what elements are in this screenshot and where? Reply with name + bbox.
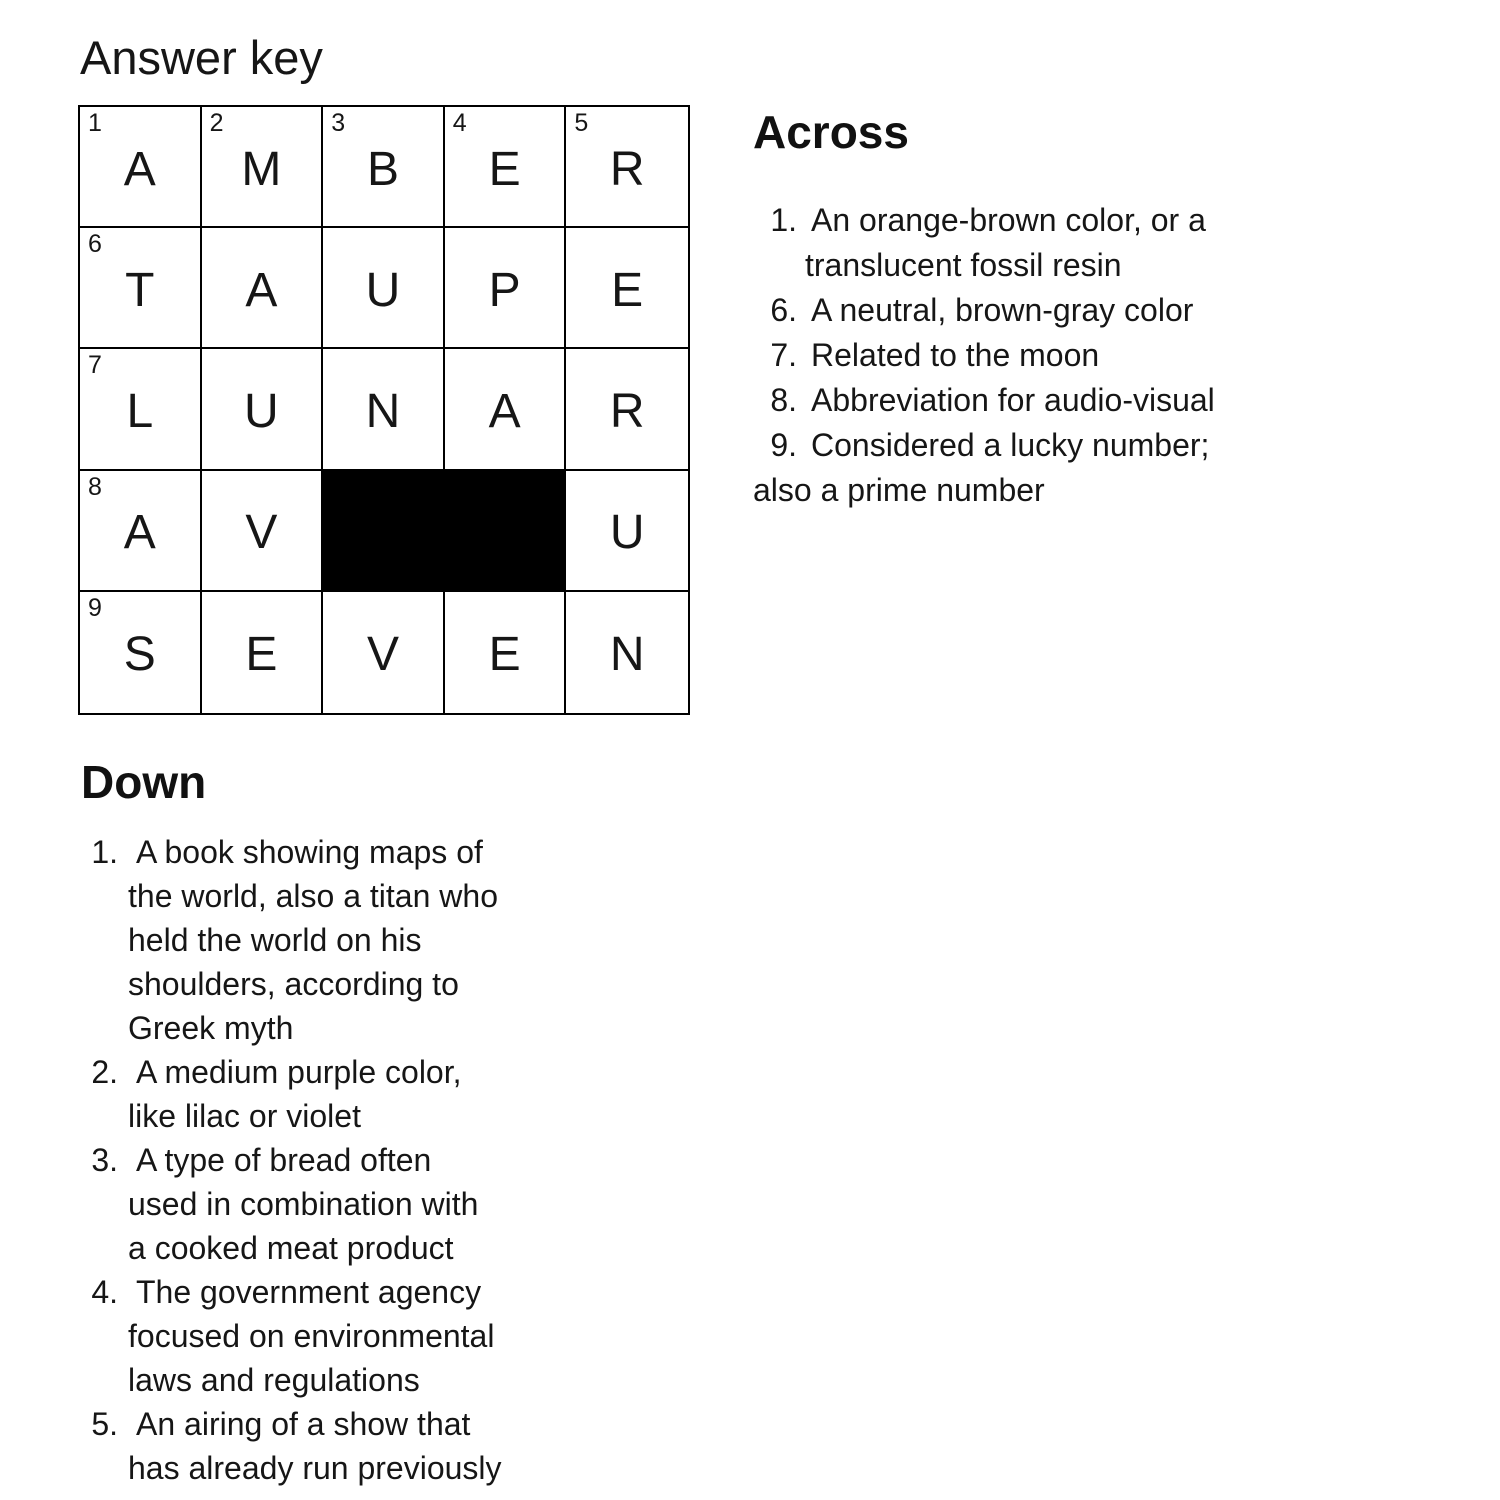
grid-cell-letter: R	[609, 384, 645, 438]
across-section	[753, 105, 1453, 513]
clue-text: Related to the moon	[811, 337, 1100, 373]
grid-cell-letter: E	[611, 263, 644, 317]
across-clue-item	[753, 333, 1250, 378]
down-clue-item	[81, 1270, 526, 1402]
grid-cell	[566, 471, 688, 592]
across-clue-item	[753, 288, 1250, 333]
grid-cell	[202, 228, 324, 349]
clue-number: 1.	[91, 834, 118, 870]
grid-cell-letter: A	[123, 142, 156, 196]
grid-cell	[323, 107, 445, 228]
down-section	[81, 755, 601, 1490]
clue-number: 6.	[770, 292, 797, 328]
down-clue-item	[81, 1402, 526, 1490]
clue-text: An airing of a show that has already run previously	[128, 1406, 502, 1486]
clue-number: 1.	[770, 202, 797, 238]
grid-cell-letter: B	[366, 142, 399, 196]
grid-cell	[566, 592, 688, 713]
grid-cell	[445, 228, 567, 349]
grid-cell-letter: P	[488, 263, 521, 317]
down-clue-item	[81, 830, 526, 1050]
across-clue-item	[753, 198, 1250, 288]
grid-cell	[566, 107, 688, 228]
grid-cell-letter: N	[365, 384, 401, 438]
across-clue-9-continuation: also a prime number	[753, 472, 1045, 508]
grid-cell	[445, 592, 567, 713]
grid-cell-letter: S	[123, 628, 156, 682]
grid-cell	[202, 592, 324, 713]
grid-cell-letter: A	[245, 263, 278, 317]
grid-block-cell	[445, 471, 567, 592]
across-heading: Across	[753, 106, 909, 158]
grid-cell	[323, 592, 445, 713]
clue-number: 2.	[91, 1054, 118, 1090]
grid-cell-letter: T	[125, 263, 155, 317]
clue-number: 3.	[91, 1142, 118, 1178]
clue-text: A neutral, brown-gray color	[811, 292, 1194, 328]
across-clue-item	[753, 423, 1250, 468]
across-clue-list	[753, 198, 1453, 468]
grid-cell-number: 1	[88, 109, 102, 137]
grid-cell	[202, 349, 324, 470]
grid-cell-letter: U	[365, 263, 401, 317]
clue-text: Considered a lucky number;	[811, 427, 1210, 463]
grid-cell	[445, 349, 567, 470]
page-title: Answer key	[80, 31, 323, 84]
clue-text: A type of bread often used in combination with a cooked meat product	[128, 1142, 479, 1266]
down-clue-item	[81, 1050, 508, 1138]
grid-cell	[80, 471, 202, 592]
grid-cell	[202, 471, 324, 592]
grid-cell	[202, 107, 324, 228]
grid-cell-number: 3	[331, 109, 346, 137]
grid-cell	[80, 228, 202, 349]
grid-cell-number: 8	[88, 472, 102, 501]
grid-cell-letter: V	[366, 628, 399, 682]
clue-number: 9.	[770, 427, 797, 463]
down-heading: Down	[81, 756, 207, 808]
clue-text: Abbreviation for audio-visual	[811, 382, 1215, 418]
grid-cell-number: 2	[209, 109, 224, 137]
clue-text: The government agency focused on environmental laws and regulations	[128, 1274, 495, 1398]
grid-cell-letter: V	[245, 506, 278, 560]
grid-cell-letter: N	[609, 628, 645, 682]
grid-cell-letter: R	[609, 142, 645, 196]
grid-cell-number: 9	[88, 593, 102, 622]
grid-cell	[445, 107, 567, 228]
clue-number: 7.	[770, 337, 797, 373]
grid-cell-letter: L	[126, 384, 154, 438]
grid-block-cell	[323, 471, 445, 592]
down-clue-item	[81, 1138, 502, 1270]
grid-cell	[323, 228, 445, 349]
grid-cell-letter: U	[609, 506, 645, 560]
grid-cell-number: 5	[574, 109, 589, 137]
grid-cell-letter: E	[488, 628, 521, 682]
grid-cell-letter: M	[241, 142, 282, 196]
grid-cell	[80, 107, 202, 228]
grid-cell	[80, 349, 202, 470]
grid-cell	[80, 592, 202, 713]
crossword-grid	[78, 105, 690, 715]
grid-cell-number: 7	[88, 351, 102, 380]
clue-number: 4.	[91, 1274, 118, 1310]
clue-text: A book showing maps of the world, also a titan who held the world on his shoulders, according to Greek myth	[128, 834, 498, 1046]
grid-cell-letter: A	[123, 506, 156, 560]
across-clue-item	[753, 378, 1250, 423]
grid-cell-number: 4	[452, 109, 467, 137]
down-clue-list	[81, 830, 601, 1490]
grid-cell-number: 6	[88, 230, 102, 259]
clue-text: A medium purple color, like lilac or violet	[128, 1054, 462, 1134]
grid-cell	[566, 349, 688, 470]
grid-cell-letter: A	[488, 384, 521, 438]
clue-number: 5.	[91, 1406, 118, 1442]
grid-cell-letter: E	[488, 142, 521, 196]
grid-cell-letter: E	[245, 628, 278, 682]
grid-cell	[566, 228, 688, 349]
clue-number: 8.	[770, 382, 797, 418]
grid-cell	[323, 349, 445, 470]
clue-text: An orange-brown color, or a translucent fossil resin	[805, 202, 1206, 283]
grid-cell-letter: U	[244, 384, 279, 438]
